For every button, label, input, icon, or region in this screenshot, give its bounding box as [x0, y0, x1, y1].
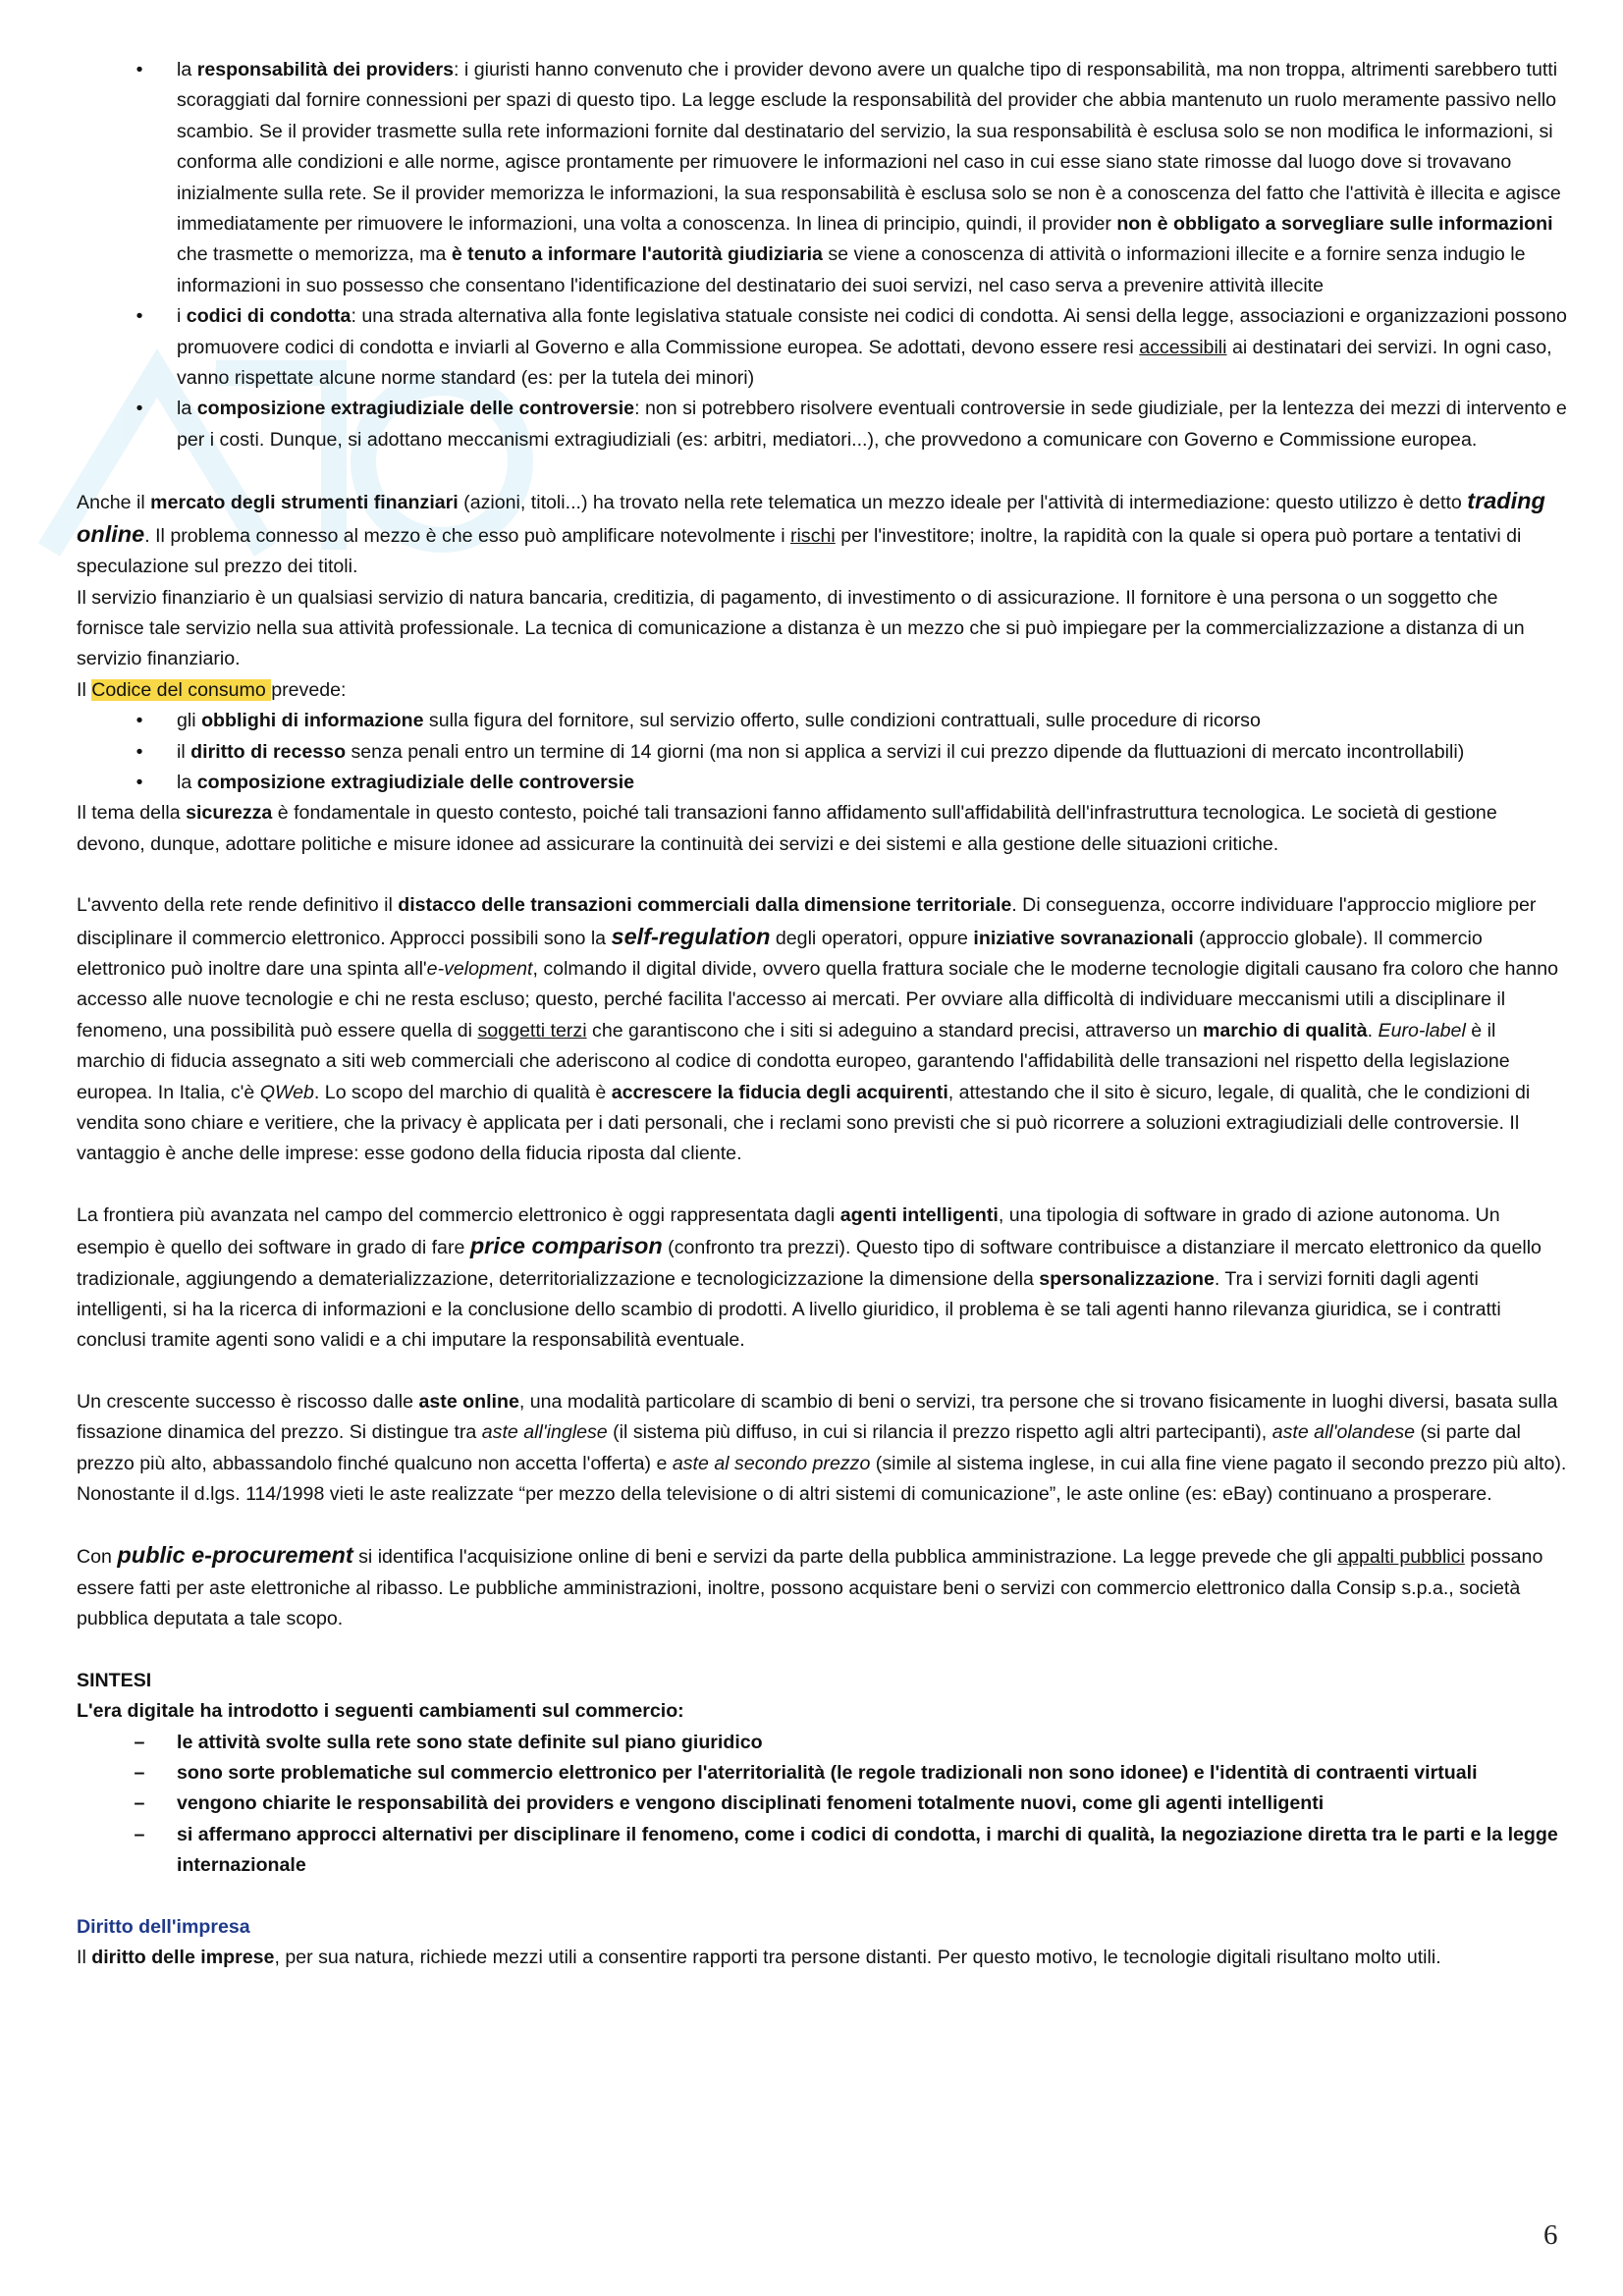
sintesi-subtitle: L'era digitale ha introdotto i seguenti cambiamenti sul commercio: — [77, 1700, 684, 1723]
sintesi-title: SINTESI — [77, 1669, 152, 1691]
paragraph-sicurezza: Il tema della sicurezza è fondamentale in questo contesto, poiché tali transazioni fanno affidamento sull'affidabilità dell'infrastruttura tecnologica. Le società di gestione devono, dunque, adottare politiche e misure idonee ad assicurare la continuità dei servizi e dei sistemi e alla gestione delle situazioni critiche. — [77, 802, 1497, 855]
paragraph-procurement: Con public e-procurement si identifica l'acquisizione online di beni e servizi da parte della pubblica amministrazione. La legge prevede che gli appalti pubblici possano essere fatti per aste elettroniche al ribasso. Le pubbliche amministrazioni, inoltre, possono acquistare beni o servizi con commercio elettronico dalla Consip s.p.a., società pubblica deputata a tale scopo. — [77, 1542, 1543, 1630]
page-content — [77, 55, 1569, 1973]
paragraph-aste: Un crescente successo è riscosso dalle aste online, una modalità particolare di scambio di beni o servizi, tra persone che si trovano fisicamente in luoghi diversi, basata sulla fissazione dinamica del prezzo. Si distingue tra aste all'inglese (il sistema più diffuso, in cui si rilancia il prezzo rispetto agli altri partecipanti), aste all'olandese (si parte dal prezzo più alto, abbassandolo finché qualcuno non accetta l'offerta) e aste al secondo prezzo (simile al sistema inglese, in cui alla fine viene pagato il secondo prezzo più alto). Nonostante il d.lgs. 114/1998 vieti le aste realizzate “per mezzo della televisione o di altri sistemi di comunicazione”, le aste online (es: eBay) continuano a prosperare. — [77, 1390, 1567, 1506]
sintesi-list — [77, 1728, 1569, 1882]
spacer — [77, 455, 1569, 486]
bullet: • — [135, 305, 143, 328]
highlighted-text: Codice del consumo — [91, 678, 272, 701]
provider-rules-list — [77, 55, 1569, 455]
list-item: – si affermano approcci alternativi per disciplinare il fenomeno, come i codici di condotta, i marchi di qualità, la negoziazione diretta tra le parti e la legge internazionale — [77, 1820, 1569, 1882]
dash-bullet: – — [134, 1761, 145, 1784]
list-item-composizione: • la composizione extragiudiziale delle controversie: non si potrebbero risolvere eventuali controversie in sede giudiziale, per la lentezza dei mezzi di intervento e per i costi. Dunque, si adottano meccanismi extragiudiziali (es: arbitri, mediatori...), che provvedono a comunicare con Governo e Commissione europea. — [77, 394, 1569, 455]
list-item-providers: • la responsabilità dei providers: i giuristi hanno convenuto che i provider devono avere un qualche tipo di responsabilità, ma non troppa, altrimenti sarebbero tutti scoraggiati dal fornire connessioni per spazi di questo tipo. La legge esclude la responsabilità del provider che abbia mantenuto un ruolo meramente passivo nello scambio. Se il provider trasmette sulla rete informazioni fornite dal destinatario del servizio, la sua responsabilità è esclusa solo se non modifica le informazioni, si conforma alle condizioni e alle norme, agisce prontamente per rimuovere le informazioni nel caso in cui esse siano state rimosse dal luogo dove si trovavano inizialmente sulla rete. Se il provider memorizza le informazioni, la sua responsabilità è esclusa solo se non è a conoscenza del fatto che l'attività è illecita e agisce immediatamente per rimuovere le informazioni, una volta a conoscenza. In linea di principio, quindi, il provider non è obbligato a sorvegliare sulle informazioni che trasmette o memorizza, ma è tenuto a informare l'autorità giudiziaria se viene a conoscenza di attività o informazioni illecite e a fornire senza indugio le informazioni in suo possesso che consentano l'identificazione del destinatario dei suoi servizi, nel caso serva a prevenire attività illecite — [77, 55, 1569, 301]
page-number: 6 — [1543, 2219, 1558, 2251]
paragraph-agenti: La frontiera più avanzata nel campo del commercio elettronico è oggi rappresentata dagli agenti intelligenti, una tipologia di software in grado di azione autonoma. Un esempio è quello dei software in grado di fare price comparison (confronto tra prezzi). Questo tipo di software contribuisce a distanziare il mercato elettronico da quello tradizionale, aggiungendo a dematerializzazione, deterritorializzazione e tecnologicizzazione la dimensione della spersonalizzazione. Tra i servizi forniti dagli agenti intelligenti, si ha la ricerca di informazioni e la conclusione dello scambio di prodotti. A livello giuridico, il problema è se tali agenti hanno rilevanza giuridica, se i contratti conclusi tramite agenti sono validi e a chi imputare la responsabilità eventuale. — [77, 1203, 1542, 1352]
spacer — [77, 1170, 1569, 1201]
bullet: • — [135, 710, 143, 732]
paragraph-codice-consumo: Il Codice del consumo prevede: — [77, 678, 347, 701]
bullet: • — [135, 771, 143, 793]
bullet: • — [135, 59, 143, 80]
list-item: – sono sorte problematiche sul commercio elettronico per l'aterritorialità (le regole tradizionali non sono idonee) e l'identità di contraenti virtuali — [77, 1758, 1569, 1789]
paragraph-avvento: L'avvento della rete rende definitivo il distacco delle transazioni commerciali dalla dimensione territoriale. Di conseguenza, occorre individuare l'approccio migliore per disciplinare il commercio elettronico. Approcci possibili sono la self-regulation degli operatori, oppure iniziative sovranazionali (approccio globale). Il commercio elettronico può inoltre dare una spinta all'e-velopment, colmando il digital divide, ovvero quella frattura sociale che le moderne tecnologie digitali causano fra coloro che hanno accesso alle nuove tecnologie e chi ne resta escluso; questo, perché facilita l'accesso ai mercati. Per ovviare alla difficoltà di individuare meccanismi utili a disciplinare il fenomeno, una possibilità può essere quella di soggetti terzi che garantiscono che i siti si adeguino a standard precisi, attraverso un marchio di qualità. Euro-label è il marchio di fiducia assegnato a siti web commerciali che aderiscono al codice di condotta europeo, garantendo l'affidabilità delle transazioni nel rispetto della legislazione europea. In Italia, c'è QWeb. Lo scopo del marchio di qualità è accrescere la fiducia degli acquirenti, attestando che il sito è sicuro, legale, di qualità, che le condizioni di vendita sono chiare e veritiere, che la privacy è applicata per i dati personali, che i reclami sono previsti che si può ricorrere a soluzioni extragiudiziali delle controversie. Il vantaggio è anche delle imprese: esse godono della fiducia riposta dal cliente. — [77, 894, 1559, 1165]
dash-bullet: – — [134, 1823, 145, 1845]
bullet: • — [135, 740, 143, 763]
bullet: • — [135, 398, 143, 420]
spacer — [77, 1510, 1569, 1540]
list-item: • la composizione extragiudiziale delle controversie — [77, 768, 1569, 798]
dash-bullet: – — [134, 1731, 145, 1753]
list-item: • il diritto di recesso senza penali entro un termine di 14 giorni (ma non si applica a servizi il cui prezzo dipende da fluttuazioni di mercato incontrollabili) — [77, 737, 1569, 768]
spacer — [77, 1635, 1569, 1666]
spacer — [77, 1882, 1569, 1912]
list-item: – le attività svolte sulla rete sono state definite sul piano giuridico — [77, 1728, 1569, 1758]
paragraph-servizio-finanziario: Il servizio finanziario è un qualsiasi servizio di natura bancaria, creditizia, di pagamento, di investimento o di assicurazione. Il fornitore è una persona o un soggetto che fornisce tale servizio nella sua attività professionale. La tecnica di comunicazione a distanza è un mezzo che si può impiegare per la commercializzazione a distanza di un servizio finanziario. — [77, 586, 1525, 670]
list-item: – vengono chiarite le responsabilità dei providers e vengono disciplinati fenomeni totalmente nuovi, come gli agenti intelligenti — [77, 1789, 1569, 1819]
consumo-list — [77, 706, 1569, 798]
paragraph-impresa: Il diritto delle imprese, per sua natura, richiede mezzi utili a consentire rapporti tra persone distanti. Per questo motivo, le tecnologie digitali risultano molto utili. — [77, 1946, 1441, 1968]
list-item-codici: • i codici di condotta: una strada alternativa alla fonte legislativa statuale consiste nei codici di condotta. Ai sensi della legge, associazioni e organizzazioni possono promuovere codici di condotta e inviarli al Governo e alla Commissione europea. Se adottati, devono essere resi accessibili ai destinatari dei servizi. In ogni caso, vanno rispettate alcune norme standard (es: per la tutela dei minori) — [77, 301, 1569, 394]
spacer — [77, 860, 1569, 890]
list-item: • gli obblighi di informazione sulla figura del fornitore, sul servizio offerto, sulle condizioni contrattuali, sulle procedure di ricorso — [77, 706, 1569, 736]
dash-bullet: – — [134, 1792, 145, 1815]
spacer — [77, 1357, 1569, 1387]
paragraph-finanza: Anche il mercato degli strumenti finanziari (azioni, titoli...) ha trovato nella rete telematica un mezzo ideale per l'attività di intermediazione: questo utilizzo è detto trading online. Il problema connesso al mezzo è che esso può amplificare notevolmente i rischi per l'investitore; inoltre, la rapidità con la quale si opera può portare a tentativi di speculazione sul prezzo dei titoli. — [77, 488, 1545, 578]
section-heading: Diritto dell'impresa — [77, 1915, 250, 1938]
